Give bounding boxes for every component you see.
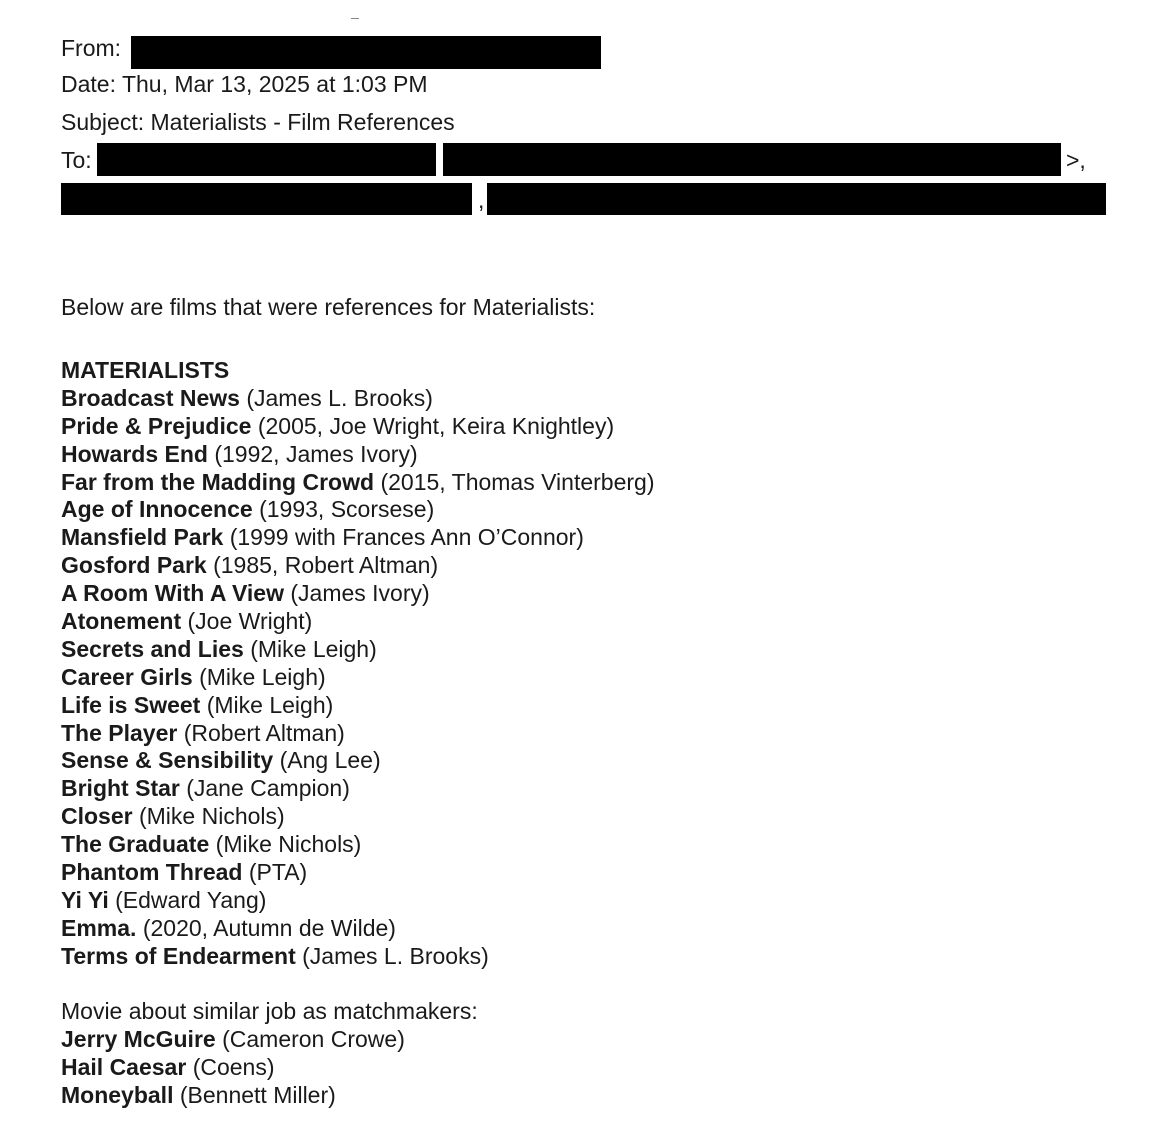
film-detail: (1999 with Frances Ann O’Connor)	[223, 524, 584, 551]
film-item	[61, 859, 654, 887]
film-title: Age of Innocence	[61, 496, 253, 523]
film-item	[61, 1082, 478, 1110]
scan-artifact	[351, 18, 359, 19]
film-item	[61, 915, 654, 943]
film-item	[61, 747, 654, 775]
film-title: A Room With A View	[61, 580, 284, 607]
film-detail: (Cameron Crowe)	[215, 1025, 405, 1052]
film-title: Moneyball	[61, 1081, 174, 1108]
film-title: Atonement	[61, 608, 182, 635]
film-detail: (Mike Leigh)	[200, 691, 334, 718]
to-label: To:	[61, 147, 92, 173]
section-title-matchmakers: Movie about similar job as matchmakers:	[61, 998, 478, 1024]
film-title: The Graduate	[61, 831, 210, 858]
film-detail: (PTA)	[242, 859, 308, 886]
film-item	[61, 496, 654, 524]
film-title: Yi Yi	[61, 886, 109, 913]
film-item	[61, 580, 654, 608]
recipient-separator: >,	[1066, 147, 1086, 173]
film-detail: (1985, Robert Altman)	[206, 552, 439, 579]
film-title: The Player	[61, 719, 178, 746]
film-item	[61, 1054, 478, 1082]
film-detail: (James Ivory)	[283, 580, 430, 607]
film-detail: (Mike Leigh)	[192, 663, 326, 690]
film-detail: (Ang Lee)	[273, 747, 381, 774]
redacted-recipient-1	[97, 143, 436, 176]
film-detail: (2005, Joe Wright, Keira Knightley)	[251, 412, 615, 439]
redacted-recipient-3	[61, 183, 472, 215]
film-detail: (Robert Altman)	[177, 719, 345, 746]
intro-text: Below are films that were references for Materialists:	[61, 294, 596, 320]
film-title: Sense & Sensibility	[61, 747, 274, 774]
materialists-film-list	[61, 357, 654, 971]
film-title: Broadcast News	[61, 384, 240, 411]
film-title: Secrets and Lies	[61, 635, 244, 662]
film-item	[61, 831, 654, 859]
film-title: Far from the Madding Crowd	[61, 468, 375, 495]
film-title: Emma.	[61, 914, 137, 941]
film-item	[61, 692, 654, 720]
recipient-separator-2: ,	[478, 187, 485, 213]
film-detail: (Bennett Miller)	[173, 1081, 336, 1108]
film-item	[61, 664, 654, 692]
from-line	[61, 33, 121, 63]
film-detail: (James L. Brooks)	[239, 384, 433, 411]
film-item	[61, 469, 654, 497]
film-title: Career Girls	[61, 663, 193, 690]
date-line: Date: Thu, Mar 13, 2025 at 1:03 PM	[61, 71, 428, 97]
film-detail: (Mike Leigh)	[243, 635, 377, 662]
film-item	[61, 441, 654, 469]
film-item	[61, 803, 654, 831]
film-title: Mansfield Park	[61, 524, 224, 551]
film-detail: (1992, James Ivory)	[207, 440, 418, 467]
film-item	[61, 608, 654, 636]
redacted-recipient-2	[443, 143, 1061, 176]
film-title: Howards End	[61, 440, 208, 467]
film-item	[61, 943, 654, 971]
film-title: Terms of Endearment	[61, 942, 296, 969]
film-title: Phantom Thread	[61, 859, 243, 886]
film-detail: (Mike Nichols)	[132, 803, 285, 830]
section-title-materialists: MATERIALISTS	[61, 357, 230, 383]
film-item	[61, 552, 654, 580]
film-item	[61, 1026, 478, 1054]
to-line	[61, 145, 92, 175]
film-title: Pride & Prejudice	[61, 412, 252, 439]
film-detail: (Jane Campion)	[179, 775, 350, 802]
subject-line: Subject: Materialists - Film References	[61, 109, 455, 135]
film-detail: (Joe Wright)	[181, 608, 313, 635]
film-item	[61, 636, 654, 664]
film-detail: (James L. Brooks)	[295, 942, 489, 969]
film-title: Life is Sweet	[61, 691, 201, 718]
film-item	[61, 720, 654, 748]
film-title: Gosford Park	[61, 552, 207, 579]
matchmaker-film-list	[61, 998, 478, 1110]
film-title: Hail Caesar	[61, 1053, 187, 1080]
film-detail: (2015, Thomas Vinterberg)	[374, 468, 655, 495]
film-detail: (1993, Scorsese)	[252, 496, 435, 523]
film-detail: (Coens)	[186, 1053, 275, 1080]
film-detail: (2020, Autumn de Wilde)	[136, 914, 396, 941]
from-label: From:	[61, 35, 122, 61]
film-detail: (Mike Nichols)	[209, 831, 362, 858]
film-item	[61, 775, 654, 803]
film-detail: (Edward Yang)	[108, 886, 267, 913]
redacted-sender	[131, 36, 601, 69]
film-title: Closer	[61, 803, 133, 830]
film-title: Bright Star	[61, 775, 180, 802]
film-item	[61, 887, 654, 915]
film-title: Jerry McGuire	[61, 1025, 216, 1052]
redacted-recipient-4	[487, 183, 1106, 215]
film-item	[61, 524, 654, 552]
film-item	[61, 413, 654, 441]
film-item	[61, 385, 654, 413]
